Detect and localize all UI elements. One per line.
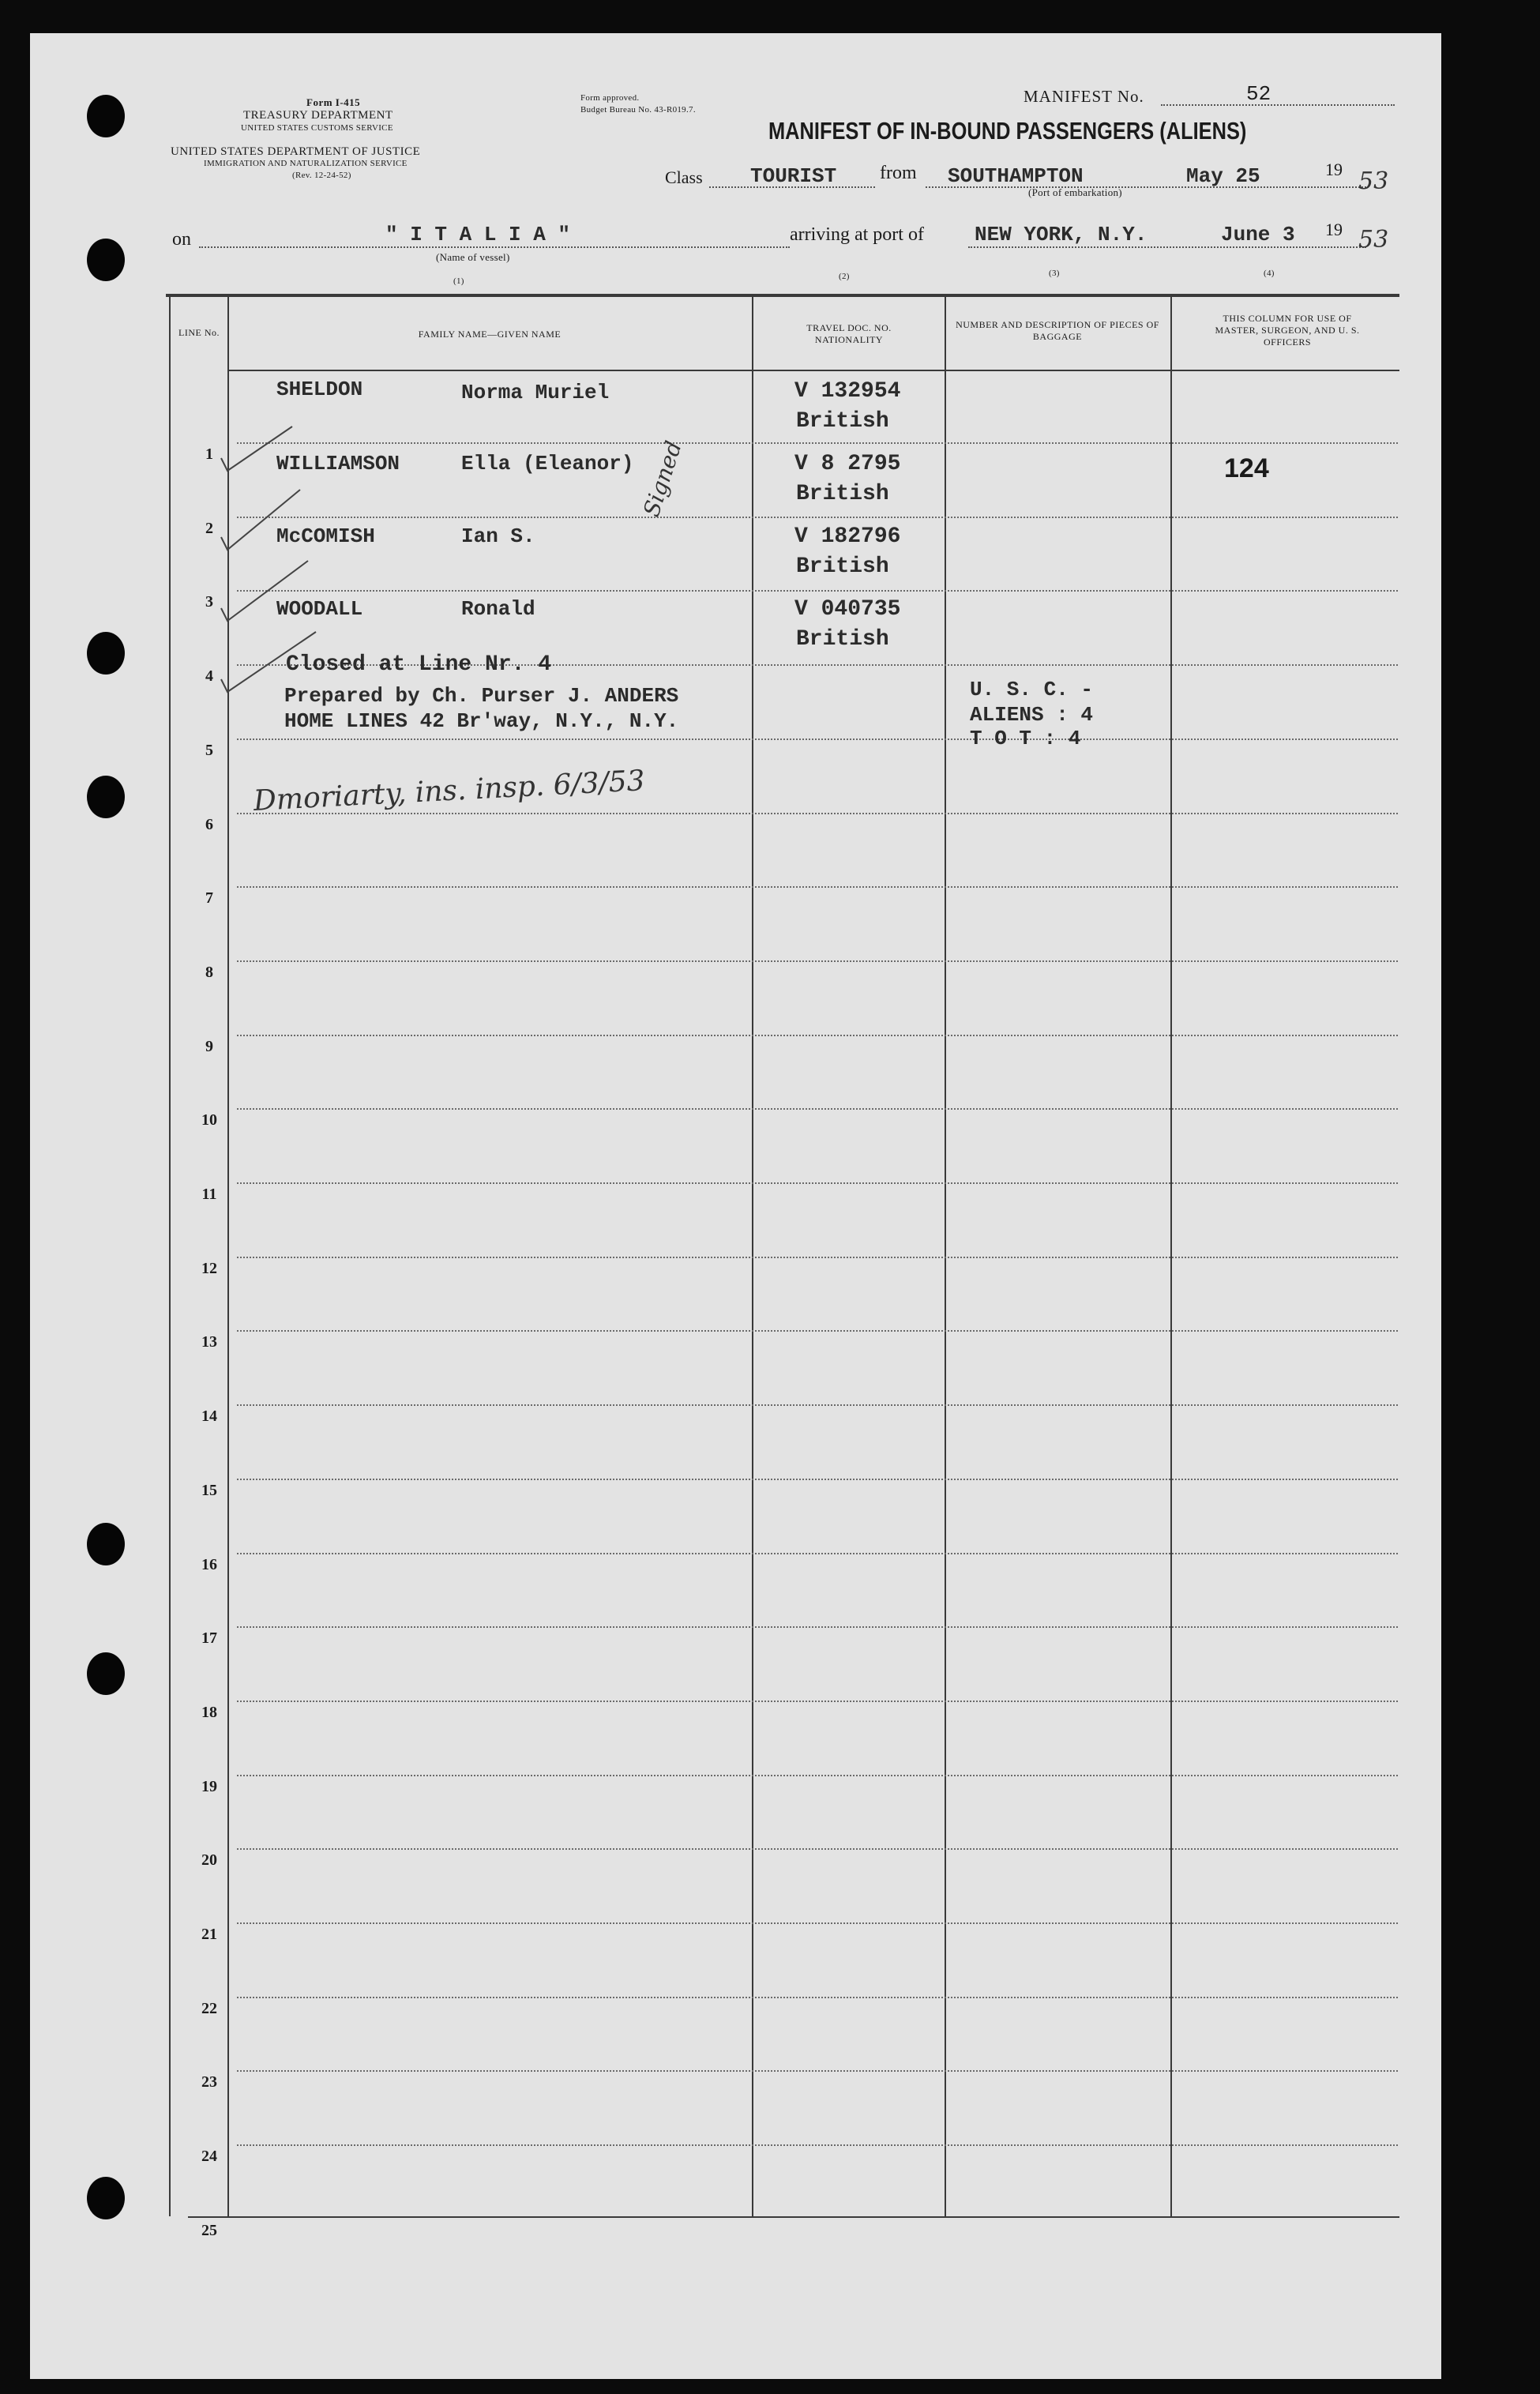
header-baggage: NUMBER AND DESCRIPTION OF PIECES OF BAGGAGE xyxy=(956,319,1159,342)
passenger-family-name: WOODALL xyxy=(276,597,363,621)
punch-hole xyxy=(87,1652,125,1695)
vessel-note: (Name of vessel) xyxy=(436,251,510,263)
arrival-date: June 3 xyxy=(1221,223,1295,246)
passenger-given-name: Ronald xyxy=(461,597,535,621)
line-number: 25 xyxy=(201,2222,217,2239)
passenger-nationality: British xyxy=(796,409,889,434)
line-number: 18 xyxy=(201,1704,217,1721)
totals-usc: U. S. C. - xyxy=(970,678,1094,701)
check-mark-icon xyxy=(221,490,300,550)
punch-hole xyxy=(87,239,125,281)
line-number: 11 xyxy=(201,1186,217,1203)
from-label: from xyxy=(880,163,917,183)
line-number: 12 xyxy=(201,1260,217,1277)
row-separator xyxy=(237,1848,1398,1850)
column-number-2: (2) xyxy=(839,272,850,281)
arriving-label: arriving at port of xyxy=(790,224,924,245)
class-value: TOURIST xyxy=(750,164,837,188)
row-separator xyxy=(237,738,1398,740)
passenger-given-name: Norma Muriel xyxy=(461,381,610,404)
line-number: 9 xyxy=(205,1038,213,1055)
row-separator xyxy=(237,1108,1398,1110)
passenger-given-name: Ella (Eleanor) xyxy=(461,452,634,475)
from-value: SOUTHAMPTON xyxy=(948,164,1084,188)
departure-year: 53 xyxy=(1358,167,1389,195)
row-separator xyxy=(237,1330,1398,1332)
table-bottom-border xyxy=(188,2216,1399,2218)
passenger-travel-doc: V 040735 xyxy=(794,597,901,622)
officer-mark: 124 xyxy=(1224,453,1269,483)
row-separator xyxy=(237,1257,1398,1258)
departure-date: May 25 xyxy=(1186,164,1260,188)
header-line-no: LINE No. xyxy=(178,327,220,338)
manifest-number-label: MANIFEST No. xyxy=(1024,87,1144,106)
line-number: 4 xyxy=(205,667,213,685)
passenger-nationality: British xyxy=(796,627,889,652)
row-separator xyxy=(237,813,1398,814)
table-left-border xyxy=(169,297,171,2216)
form-revision: (Rev. 12-24-52) xyxy=(292,171,351,180)
line-number: 21 xyxy=(201,1926,217,1943)
manifest-number: 52 xyxy=(1246,82,1271,106)
row-separator xyxy=(237,1479,1398,1480)
line-number: 7 xyxy=(205,889,213,907)
column-number-3: (3) xyxy=(1049,269,1060,278)
row-separator xyxy=(237,1775,1398,1776)
punch-hole xyxy=(87,632,125,675)
line-number: 8 xyxy=(205,964,213,981)
check-marks xyxy=(190,411,537,695)
column-number-4: (4) xyxy=(1264,269,1275,278)
row-separator xyxy=(237,1701,1398,1702)
arrival-year: 53 xyxy=(1358,226,1389,254)
passenger-nationality: British xyxy=(796,482,889,506)
line-number: 19 xyxy=(201,1778,217,1795)
line-number: 5 xyxy=(205,742,213,759)
row-separator xyxy=(237,886,1398,888)
prepared-note: Prepared by Ch. Purser J. ANDERS xyxy=(284,684,679,708)
header-travel-doc: TRAVEL DOC. NO. NATIONALITY xyxy=(806,322,892,345)
totals-total: T O T : 4 xyxy=(970,727,1081,750)
year-prefix-arrival: 19 xyxy=(1325,220,1343,239)
header-officers: THIS COLUMN FOR USE OF MASTER, SURGEON, AND U. S. OFFICERS xyxy=(1215,313,1360,348)
department-of-justice: UNITED STATES DEPARTMENT OF JUSTICE xyxy=(171,145,421,158)
passenger-travel-doc: V 132954 xyxy=(794,379,901,404)
line-number: 15 xyxy=(201,1482,217,1499)
passenger-family-name: McCOMISH xyxy=(276,524,375,548)
row-separator xyxy=(237,1182,1398,1184)
punch-hole xyxy=(87,95,125,137)
on-label: on xyxy=(172,229,191,250)
line-number: 2 xyxy=(205,520,213,537)
column-number-1: (1) xyxy=(453,276,464,286)
row-separator xyxy=(237,1035,1398,1036)
table-top-border xyxy=(166,294,1399,297)
row-separator xyxy=(237,1626,1398,1628)
passenger-given-name: Ian S. xyxy=(461,524,535,548)
punch-hole xyxy=(87,1523,125,1565)
header-bottom-border xyxy=(227,370,1399,371)
line-number: 10 xyxy=(201,1111,217,1129)
row-separator xyxy=(237,1922,1398,1924)
check-mark-icon xyxy=(221,561,308,621)
row-separator xyxy=(237,960,1398,962)
line-number: 17 xyxy=(201,1629,217,1647)
row-separator xyxy=(237,1404,1398,1406)
manifest-sheet xyxy=(30,33,1441,2379)
arrival-line xyxy=(968,246,1366,248)
punch-hole xyxy=(87,2177,125,2219)
line-number: 3 xyxy=(205,593,213,611)
line-number: 14 xyxy=(201,1407,217,1425)
line-number: 13 xyxy=(201,1333,217,1351)
immigration-service: IMMIGRATION AND NATURALIZATION SERVICE xyxy=(204,159,408,168)
row-separator xyxy=(237,2070,1398,2072)
passenger-travel-doc: V 8 2795 xyxy=(794,452,901,476)
line-number: 16 xyxy=(201,1556,217,1573)
manifest-title: MANIFEST OF IN-BOUND PASSENGERS (ALIENS) xyxy=(768,117,1247,145)
form-number: Form I-415 xyxy=(306,96,361,108)
line-number: 20 xyxy=(201,1851,217,1869)
line-number: 6 xyxy=(205,816,213,833)
form-approved: Form approved. xyxy=(580,93,640,103)
arrival-port: NEW YORK, N.Y. xyxy=(975,223,1147,246)
inspector-signature: Dmoriarty, ins. insp. 6/3/53 xyxy=(253,765,646,817)
customs-service: UNITED STATES CUSTOMS SERVICE xyxy=(241,123,393,133)
home-lines-note: HOME LINES 42 Br'way, N.Y., N.Y. xyxy=(284,709,679,733)
passenger-travel-doc: V 182796 xyxy=(794,524,901,549)
line-number: 23 xyxy=(201,2073,217,2091)
passenger-family-name: WILLIAMSON xyxy=(276,452,400,475)
class-label: Class xyxy=(665,167,703,187)
budget-bureau: Budget Bureau No. 43-R019.7. xyxy=(580,105,696,115)
vessel-name: " I T A L I A " xyxy=(385,223,571,246)
check-mark-icon xyxy=(221,632,316,692)
header-name: FAMILY NAME—GIVEN NAME xyxy=(418,329,562,340)
passenger-nationality: British xyxy=(796,554,889,579)
line-number: 22 xyxy=(201,2000,217,2017)
closed-note: Closed at Line Nr. 4 xyxy=(286,652,552,677)
row-separator xyxy=(237,2144,1398,2146)
line-number: 24 xyxy=(201,2148,217,2165)
row-separator xyxy=(237,1997,1398,1998)
handwritten-initial: Signed xyxy=(638,438,687,521)
check-mark-icon xyxy=(221,427,292,471)
manifest-number-line xyxy=(1161,104,1395,106)
line-number: 1 xyxy=(205,445,213,463)
row-separator xyxy=(237,1553,1398,1554)
vessel-line xyxy=(199,246,790,248)
treasury-department: TREASURY DEPARTMENT xyxy=(243,109,393,122)
totals-aliens: ALIENS : 4 xyxy=(970,703,1094,727)
passenger-family-name: SHELDON xyxy=(276,378,363,401)
year-prefix: 19 xyxy=(1325,160,1343,179)
port-of-embarkation-note: (Port of embarkation) xyxy=(1028,186,1122,198)
punch-hole xyxy=(87,776,125,818)
